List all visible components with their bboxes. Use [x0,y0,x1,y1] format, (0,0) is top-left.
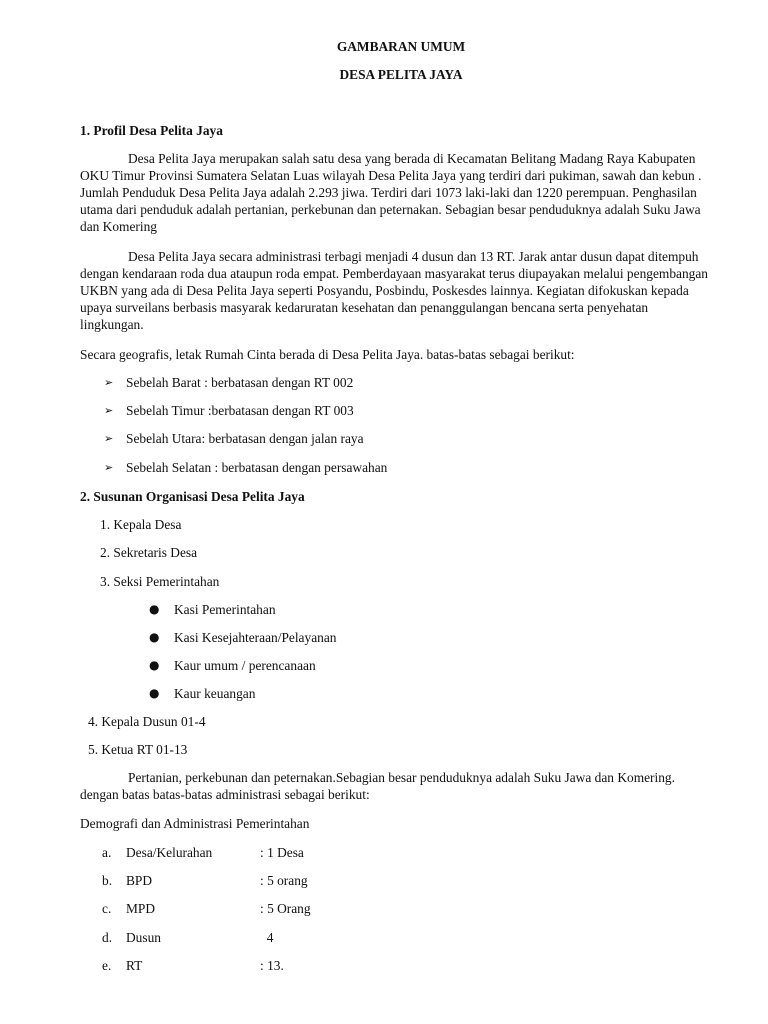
arrow-bullet-icon: ➢ [104,432,114,445]
list-item: 2. Sekretaris Desa [100,545,198,560]
arrow-bullet-icon: ➢ [104,461,114,474]
document-subtitle: DESA PELITA JAYA [339,67,463,82]
paragraph-profil: Desa Pelita Jaya merupakan salah satu desa yang berada di Kecamatan Belitang Madang Raya Kabupaten OKU Timur Provinsi Sumatera Selatan Luas wilayah Desa Pelita Jaya yang terdiri dari pukiman, sawah dan kebun . Jumlah Penduduk Desa Pelita Jaya adalah 2.293 jiwa. Terdiri dari 1073 laki-laki dan 1220 perempuan. Penghasilan utama dari penduduk adalah pertanian, perkebunan dan peternakan. Sebagian besar penduduknya adalah Suku Jawa dan Komering [80,151,702,234]
paragraph-geografis: Secara geografis, letak Rumah Cinta berada di Desa Pelita Jaya. batas-batas sebagai berikut: [80,347,575,362]
list-item: 5. Ketua RT 01-13 [88,742,188,757]
paragraph-administrasi: Desa Pelita Jaya secara administrasi terbagi menjadi 4 dusun dan 13 RT. Jarak antar dusun dapat ditempuh dengan kendaraan roda dua ataupun roda empat. Pemberdayaan masyarakat terus diupayakan melalui pengembangan UKBN yang ada di Desa Pelita Jaya seperti Posyandu, Posbindu, Poskesdes lainnya. Kegiatan difokuskan kepada upaya surveilans berbasis masyarak kedaruratan kesehatan dan penanggulangan bencana serta penyehatan lingkungan. [80,249,708,332]
dot-bullet-icon: ● [149,630,160,644]
list-item: 3. Seksi Pemerintahan [100,574,220,589]
arrow-bullet-icon: ➢ [104,404,114,417]
arrow-bullet-icon: ➢ [104,376,114,389]
document-title: GAMBARAN UMUM [336,39,466,54]
list-item: 1. Kepala Desa [100,517,182,532]
paragraph-demografi: Demografi dan Administrasi Pemerintahan [80,816,310,831]
dot-bullet-icon: ● [149,658,160,672]
list-item: 4. Kepala Dusun 01-4 [88,714,206,729]
section-heading-organisasi: 2. Susunan Organisasi Desa Pelita Jaya [80,489,305,504]
section-heading-profil: 1. Profil Desa Pelita Jaya [80,123,223,138]
paragraph-pertanian: Pertanian, perkebunan dan peternakan.Sebagian besar penduduknya adalah Suku Jawa dan Komering. dengan batas batas-batas administrasi sebagai berikut: [80,770,675,802]
document-page: GAMBARAN UMUM DESA PELITA JAYA 1. Profil Desa Pelita Jaya Desa Pelita Jaya merupakan salah satu desa yang berada di Kecamatan Belitang Madang Raya Kabupaten OKU Timur Provinsi Sumatera Selatan Luas wilayah Desa Pelita Jaya yang terdiri dari pukiman, sawah dan kebun . Jumlah Penduduk Desa Pelita Jaya adalah 2.293 jiwa. Terdiri dari 1073 laki-laki dan 1220 perempuan. Penghasilan utama dari penduduk adalah pertanian, perkebunan dan peternakan. Sebagian besar penduduknya adalah Suku Jawa dan Komering Desa Pelita Jaya secara administrasi terbagi menjadi 4 dusun dan 13 RT. Jarak antar dusun dapat ditempuh dengan kendaraan roda dua ataupun roda empat. Pemberdayaan masyarakat terus diupayakan melalui pengembangan UKBN yang ada di Desa Pelita Jaya seperti Posyandu, Posbindu, Poskesdes lainnya. Kegiatan difokuskan kepada upaya surveilans berbasis masyarak kedaruratan kesehatan dan penanggulangan bencana serta penyehatan lingkungan. Secara geografis, letak Rumah Cinta berada di Desa Pelita Jaya. batas-batas sebagai berikut: ➢ Sebelah Barat : berbatasan dengan RT 002 ➢ Sebelah Timur :berbatasan dengan RT 003 ➢ Sebelah Utara: berbatasan dengan jalan raya ➢ Sebelah Selatan : berbatasan dengan persawahan 2. Susunan Organisasi Desa Pelita Jaya 1. Kepala Desa 2. Sekretaris Desa 3. Seksi Pemerintahan ● Kasi Pemerintahan ● Kasi Kesejahteraan/Pelayanan ● Kaur umum / perencanaan ● Kaur keuangan 4. Kepala Dusun 01-4 5. Ketua RT 01-13 Pertanian, perkebunan dan peternakan.Sebagian besar penduduknya adalah Suku Jawa dan Komering. dengan batas batas-batas administrasi sebagai berikut: Demografi dan Administrasi Pemerintahan a. Desa/Kelurahan : 1 Desa b. BPD : 5 orang c. MPD : 5 Orang d. Dusun 4 e. RT : 13. [0,0,768,1024]
dot-bullet-icon: ● [149,602,160,616]
dot-bullet-icon: ● [149,686,160,700]
